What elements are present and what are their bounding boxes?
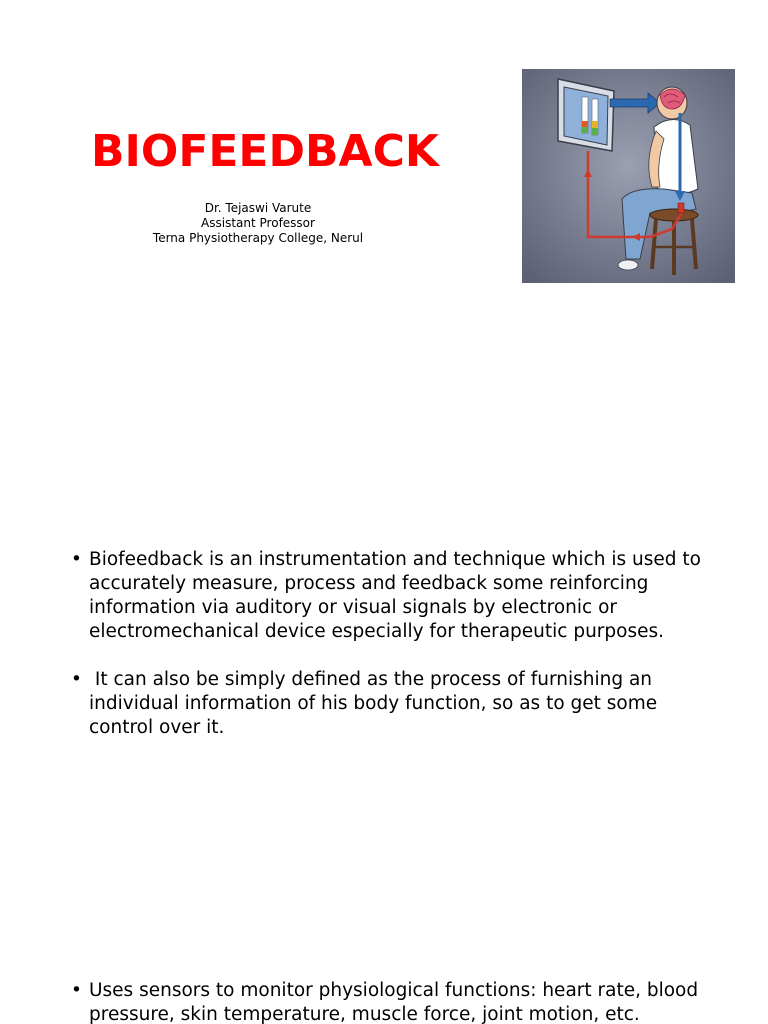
- author-name: Dr. Tejaswi Varute: [204, 201, 312, 215]
- list-item: [70, 979, 710, 1024]
- monitor-icon: [558, 79, 614, 151]
- biofeedback-illustration: [522, 69, 735, 283]
- bullet-text-line: Biofeedback is an instrumentation and technique which is used to: [89, 549, 701, 570]
- bullet-text-line: pressure, skin temperature, muscle force, joint motion, etc.: [89, 1004, 640, 1024]
- bullet-dot: •: [71, 980, 82, 1001]
- bullet-text-line: accurately measure, process and feedback some reinforcing: [89, 573, 649, 594]
- bullet-text-line: individual information of his body function, so as to get some: [89, 693, 658, 714]
- author-institution: Terna Physiotherapy College, Nerul: [152, 231, 364, 245]
- bullet-text-line: electromechanical device especially for therapeutic purposes.: [89, 621, 665, 642]
- list-item: [70, 668, 710, 740]
- author-block: [140, 201, 376, 246]
- bullet-text-line: information via auditory or visual signals by electronic or: [89, 597, 618, 618]
- author-role: Assistant Professor: [201, 216, 315, 230]
- page-title: BIOFEEDBACK: [91, 126, 439, 177]
- bullet-dot: •: [71, 669, 82, 690]
- bullet-list-simple-definition: [70, 668, 710, 740]
- bullet-list-sensors: [70, 979, 710, 1024]
- bullet-text-line: control over it.: [89, 717, 225, 738]
- bullet-list-definitions: [70, 548, 710, 644]
- list-item: [70, 548, 710, 644]
- bullet-text-line: Uses sensors to monitor physiological functions: heart rate, blood: [89, 980, 699, 1001]
- bullet-dot: •: [71, 549, 82, 570]
- bullet-text-line: It can also be simply defined as the process of furnishing an: [89, 669, 653, 690]
